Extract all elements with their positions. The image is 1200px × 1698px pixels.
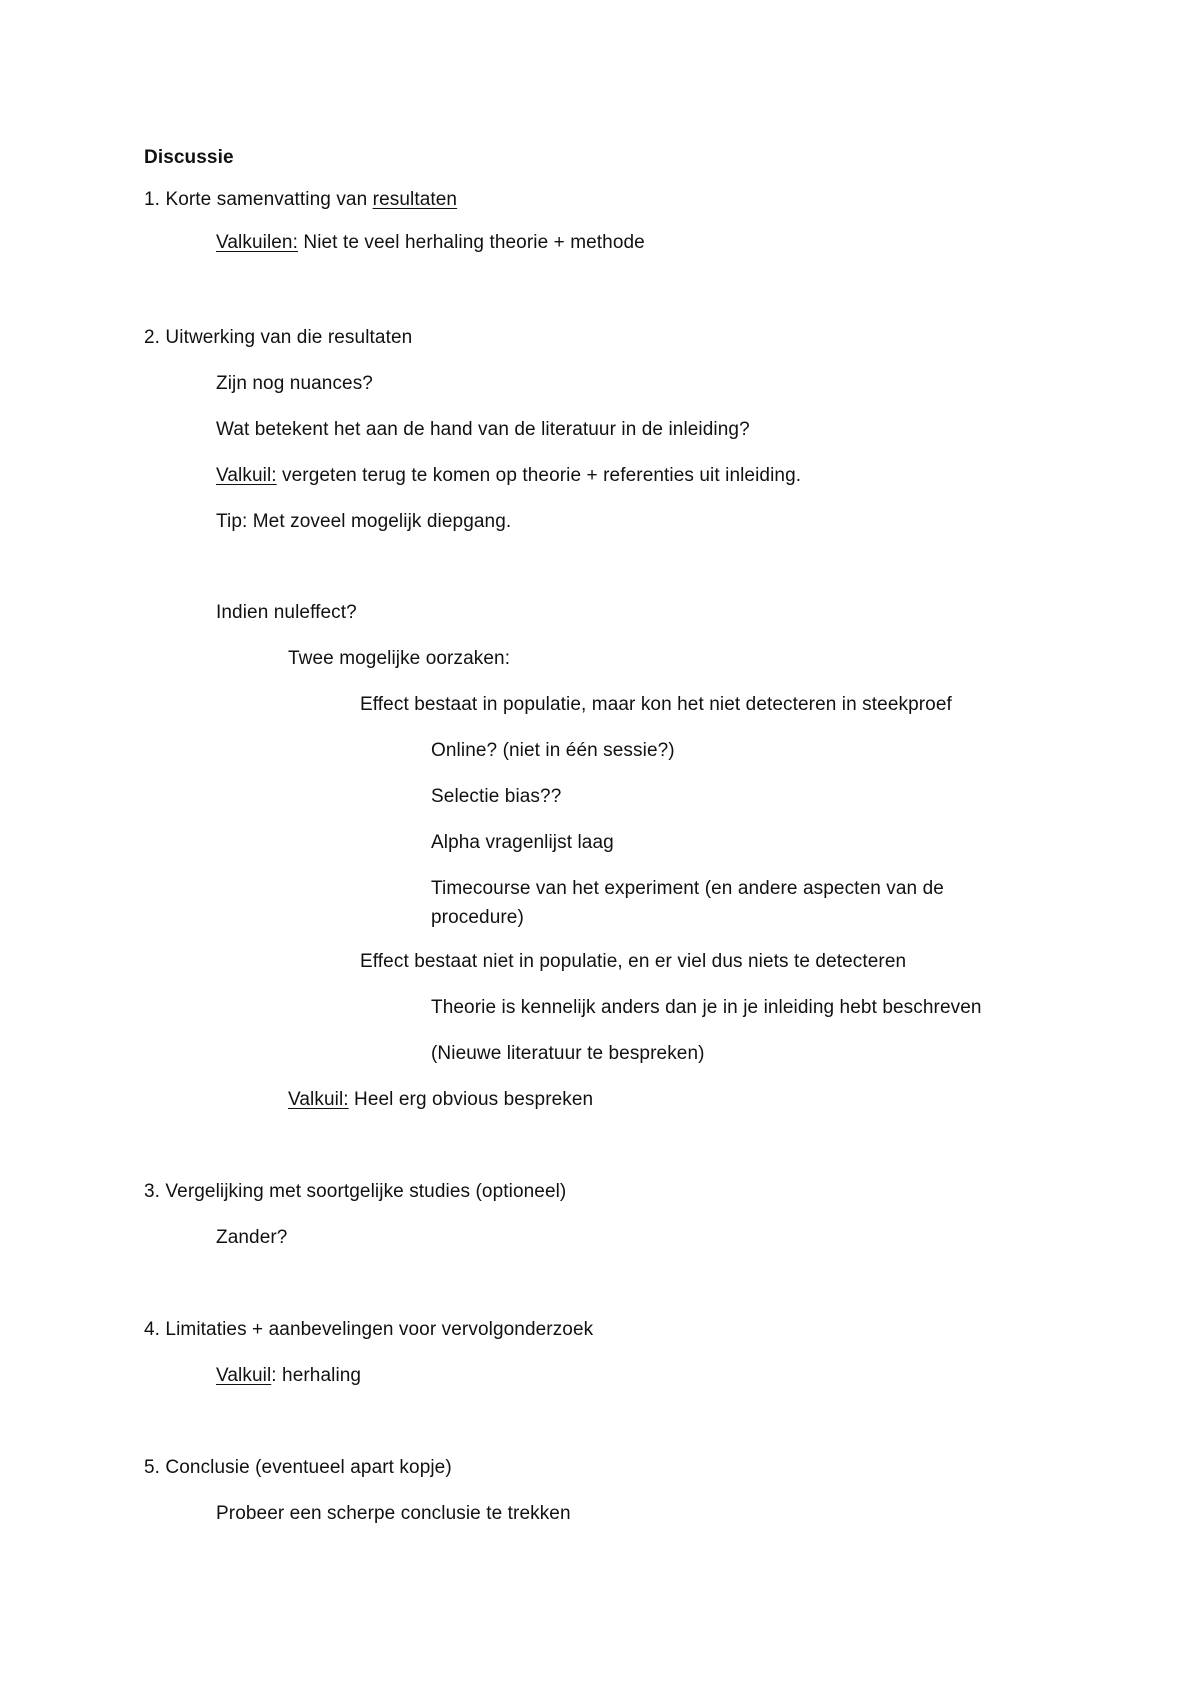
- section-2-tip: Tip: Met zoveel mogelijk diepgang.: [216, 511, 512, 532]
- section-1-heading: [144, 188, 457, 212]
- section-2-nuances: Zijn nog nuances?: [216, 373, 373, 394]
- section-2-pitfall-2: [288, 1088, 593, 1112]
- null-effect-heading: Indien nuleffect?: [216, 602, 357, 623]
- section-5-item: Probeer een scherpe conclusie te trekken: [216, 1503, 571, 1524]
- section-3-item: Zander?: [216, 1227, 288, 1248]
- pitfall-label: Valkuil:: [288, 1089, 349, 1110]
- cause-1-item: Alpha vragenlijst laag: [431, 832, 614, 853]
- section-5-heading: 5. Conclusie (eventueel apart kopje): [144, 1457, 452, 1478]
- pitfall-label: Valkuil: [216, 1365, 272, 1386]
- cause-1-item: Selectie bias??: [431, 786, 562, 807]
- section-2-pitfall: [216, 464, 801, 488]
- cause-2-item: (Nieuwe literatuur te bespreken): [431, 1043, 705, 1064]
- cause-1-item: Online? (niet in één sessie?): [431, 740, 675, 761]
- section-3-heading: 3. Vergelijking met soortgelijke studies (optioneel): [144, 1181, 567, 1202]
- section-1-heading-text: Korte samenvatting van: [165, 189, 368, 210]
- section-2-heading: 2. Uitwerking van die resultaten: [144, 327, 413, 348]
- document-title: Discussie: [144, 147, 234, 168]
- section-4-pitfall: [216, 1364, 361, 1388]
- pitfall-label: Valkuil:: [216, 465, 277, 486]
- pitfall-text: : herhaling: [271, 1365, 362, 1386]
- pitfall-text: Niet te veel herhaling theorie + methode: [303, 232, 645, 253]
- pitfall-text: vergeten terug te komen op theorie + referenties uit inleiding.: [282, 465, 802, 486]
- cause-2-item: Theorie is kennelijk anders dan je in je inleiding hebt beschreven: [431, 997, 982, 1018]
- section-1-number: 1.: [144, 189, 161, 210]
- section-2-meaning: Wat betekent het aan de hand van de literatuur in de inleiding?: [216, 419, 750, 440]
- two-causes-heading: Twee mogelijke oorzaken:: [288, 648, 511, 669]
- cause-1-item: Timecourse van het experiment (en andere aspecten van de: [431, 878, 944, 899]
- pitfall-text: Heel erg obvious bespreken: [354, 1089, 594, 1110]
- cause-1-item-continuation: procedure): [431, 907, 524, 928]
- section-1-pitfall: [216, 231, 645, 255]
- cause-1: Effect bestaat in populatie, maar kon het niet detecteren in steekproef: [360, 694, 952, 715]
- section-1-heading-underlined: resultaten: [372, 189, 458, 210]
- cause-2: Effect bestaat niet in populatie, en er viel dus niets te detecteren: [360, 951, 907, 972]
- pitfall-label: Valkuilen:: [216, 232, 298, 253]
- section-4-heading: 4. Limitaties + aanbevelingen voor vervolgonderzoek: [144, 1319, 594, 1340]
